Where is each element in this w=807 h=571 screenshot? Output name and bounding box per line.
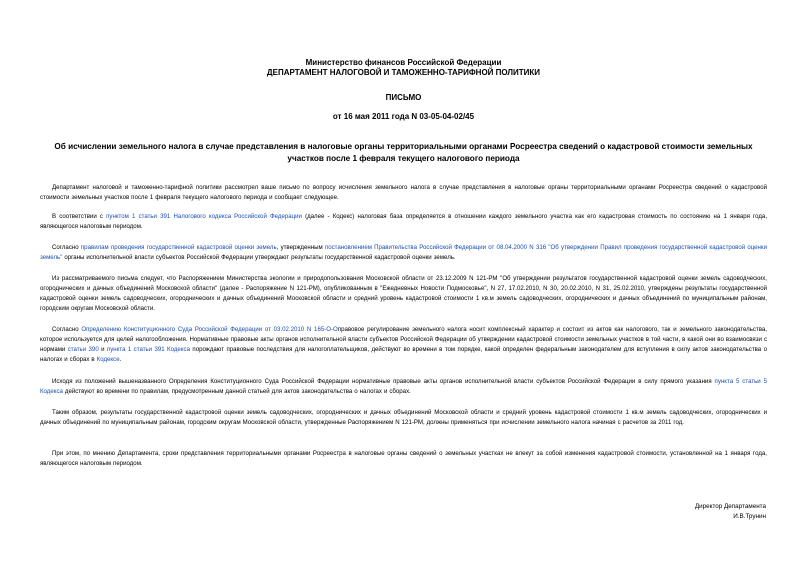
link-code[interactable]: Кодексе — [96, 356, 120, 363]
document-date-number: от 16 мая 2011 года N 03-05-04-02/45 — [332, 112, 475, 121]
paragraph-3-text-c: органы исполнительной власти субъектов Российской Федерации утверждают результаты государственной кадастровой оценки земель. — [62, 254, 456, 261]
paragraph-3-text-b: , утвержденным — [276, 244, 325, 251]
paragraph-6-text-a: Исходя из положений вышеназванного Определения Конституционного Суда Российской Федерации нормативные правовые акты органов исполнительной власти субъектов Российской Федерации в силу прямого указания — [52, 378, 715, 385]
document-type: ПИСЬМО — [385, 93, 422, 102]
paragraph-4 — [40, 274, 767, 314]
link-valuation-rules[interactable]: правилам проведения государственной кадастровой оценки земель — [80, 244, 277, 251]
paragraph-7-text: Таким образом, результаты государственной кадастровой оценки земель садоводческих, огороднических и дачных объединений Московской области и средний уровень кадастровой стоимости 1 кв.м земель садоводческих, огороднических и дачных объединений по муниципальным районам, городским округам Московской области, утвержденные Распоряжением N 121-РМ, должны применяться при исчислении земельного налога начиная с расчетов за 2011 год. — [40, 409, 767, 426]
paragraph-8 — [40, 449, 767, 469]
paragraph-3-text-a: Согласно — [52, 244, 81, 251]
signature-position: Директор Департамента — [694, 503, 766, 510]
paragraph-2-text-a: В соответствии с — [52, 213, 107, 220]
paragraph-6 — [40, 377, 767, 397]
ministry-name: Министерство финансов Российской Федерации — [305, 58, 502, 67]
paragraph-1-text: Департамент налоговой и таможенно-тарифной политики рассмотрел ваше письмо по вопросу исчисления земельного налога в случае представления в налоговые органы территориальными органами Росреестра сведений о кадастровой стоимости земельных участков после 1 февраля текущего налогового периода и сообщает следующее. — [40, 184, 767, 201]
paragraph-5-text-a: Согласно — [52, 326, 82, 333]
signature-name: И.В.Трунин — [733, 513, 766, 520]
paragraph-2 — [40, 212, 767, 232]
paragraph-8-text: При этом, по мнению Департамента, сроки представления территориальными органами Росреестра в налоговые органы сведений о земельных участках не влекут за собой изменения кадастровой стоимости, установленной на 1 января года, являющегося налоговым периодом. — [40, 450, 767, 467]
paragraph-4-text: Из рассматриваемого письма следует, что Распоряжением Министерства экологии и природопользования Московской области от 23.12.2009 N 121-РМ "Об утверждении результатов государственной кадастровой оценки земель садоводческих, огороднических и дачных объединений Московской области" (далее - Распоряжение N 121-РМ), опубликованным в "Ежедневных Новости Подмосковье", N 27, 17.02.2010, N 30, 20.02.2010, N 31, 25.02.2010, утверждены результаты государственной кадастровой оценки земель садоводческих, огороднических и дачных объединений Московской области и средний уровень кадастровой стоимости 1 кв.м земель садоводческих, огороднических и дачных объединений по муниципальным районам, городским округам Московской области. — [40, 275, 767, 312]
link-government-resolution-316[interactable]: постановлением Правительства Российской Федерации от 08.04.2000 N 316 "Об утверждении Правил проведения государственной кадастровой оценки земель" — [40, 244, 767, 261]
document-title: Об исчислении земельного налога в случае представления в налоговые органы территориальными органами Росреестра сведений о кадастровой стоимости земельных участков после 1 февраля текущего налогового периода — [54, 142, 753, 163]
paragraph-2-text-b: (далее - Кодекс) налоговая база определяется в отношении каждого земельного участка как его кадастровая стоимость по состоянию на 1 января года, являющегося налоговым периодом. — [40, 213, 768, 230]
department-name: ДЕПАРТАМЕНТ НАЛОГОВОЙ И ТАМОЖЕННО-ТАРИФНОЙ ПОЛИТИКИ — [266, 68, 541, 77]
link-article-5-clause-5[interactable]: пункта 5 статьи 5 Кодекса — [40, 378, 767, 395]
paragraph-5-text-c: и — [98, 346, 107, 353]
paragraph-6-text-b: действуют во времени по правилам, предусмотренным данной статьей для актов законодательства о налогах и сборах. — [62, 388, 411, 395]
link-article-390[interactable]: статьи 390 — [67, 346, 99, 353]
link-constitutional-court-ruling[interactable]: Определению Конституционного Суда Российской Федерации от 03.02.2010 N 165-О-О — [81, 326, 338, 333]
paragraph-7 — [40, 408, 767, 428]
link-article-391-code[interactable]: пункта 1 статьи 391 Кодекса — [106, 346, 190, 353]
link-tax-code-art-391[interactable]: пунктом 1 статьи 391 Налогового кодекса Российской Федерации — [106, 213, 302, 220]
paragraph-5 — [40, 325, 767, 365]
paragraph-5-text-d: порождают правовые последствия для налогоплательщиков, действуют во времени в том порядке, какой определен федеральным законодателем для вступления в силу актов законодательства о налогах и сборах в — [40, 346, 767, 363]
paragraph-5-text-b: правовое регулирование земельного налога носит комплексный характер и состоит из актов как налогового, так и земельного законодательства, которое используется для целей налогообложения. Нормативные правовые акты органов исполнительной власти субъектов Российской Федерации об утверждении кадастровой стоимости земельных участков в той части, в какой они во взаимосвязи с нормами — [40, 326, 767, 353]
paragraph-3 — [40, 243, 767, 263]
paragraph-1 — [40, 183, 767, 203]
paragraph-5-text-e: . — [119, 356, 122, 363]
